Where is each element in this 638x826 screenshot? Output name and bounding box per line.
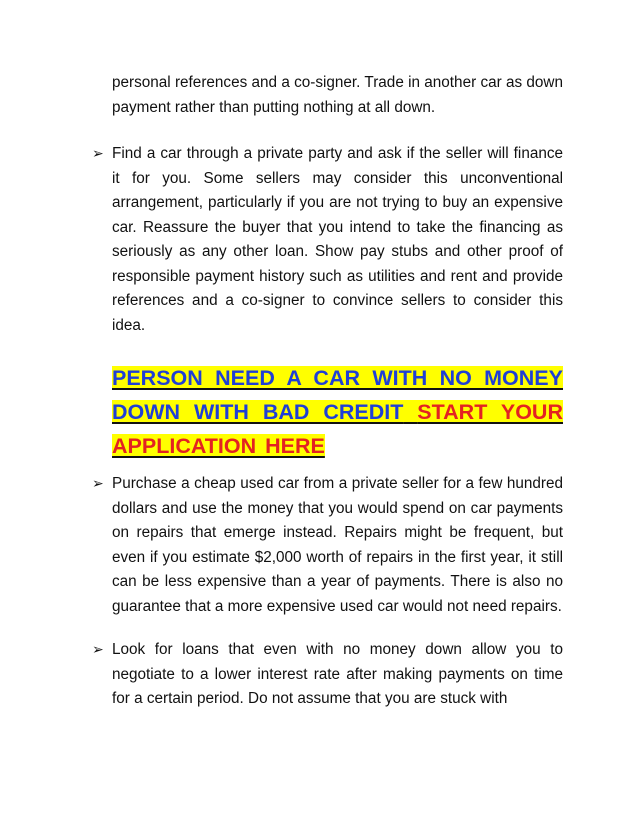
arrow-bullet-icon: ➢ [92, 476, 104, 492]
cta-blue-text[interactable]: PERSON NEED A CAR WITH NO MONEY DOWN WITH BAD CREDIT [112, 366, 563, 424]
bullet-text: Purchase a cheap used car from a private seller for a few hundred dollars and use the money that you would spend on car payments on repairs that emerge instead. Repairs might be frequent, but even if you estimate $2,000 worth of repairs in the first year, it still can be less expensive than a year of payments. There is also no guarantee that a more expensive used car would not need repairs. [112, 475, 563, 615]
bullet-item-private-party [93, 142, 563, 338]
bullet-text: Look for loans that even with no money down allow you to negotiate to a lower interest rate after making payments on time for a certain period. Do not assume that you are stuck with [112, 641, 563, 707]
arrow-bullet-icon: ➢ [92, 642, 104, 658]
bullet-item-loan-negotiation [93, 638, 563, 712]
cta-red-text[interactable]: START YOUR APPLICATION HERE [112, 400, 563, 458]
arrow-bullet-icon: ➢ [92, 146, 104, 162]
continuation-paragraph: personal references and a co-signer. Trade in another car as down payment rather than putting nothing at all down. [112, 74, 563, 116]
cta-link-paragraph[interactable] [112, 361, 563, 463]
bullet-item-cheap-used-car [93, 472, 563, 619]
bullet-text: Find a car through a private party and ask if the seller will finance it for you. Some sellers may consider this unconventional arrangement, particularly if you are not trying to buy an expensive car. Reassure the buyer that you intend to take the financing as seriously as any other loan. Show pay stubs and other proof of responsible payment history such as utilities and rent and provide references and a co-signer to convince sellers to consider this idea. [112, 145, 563, 334]
